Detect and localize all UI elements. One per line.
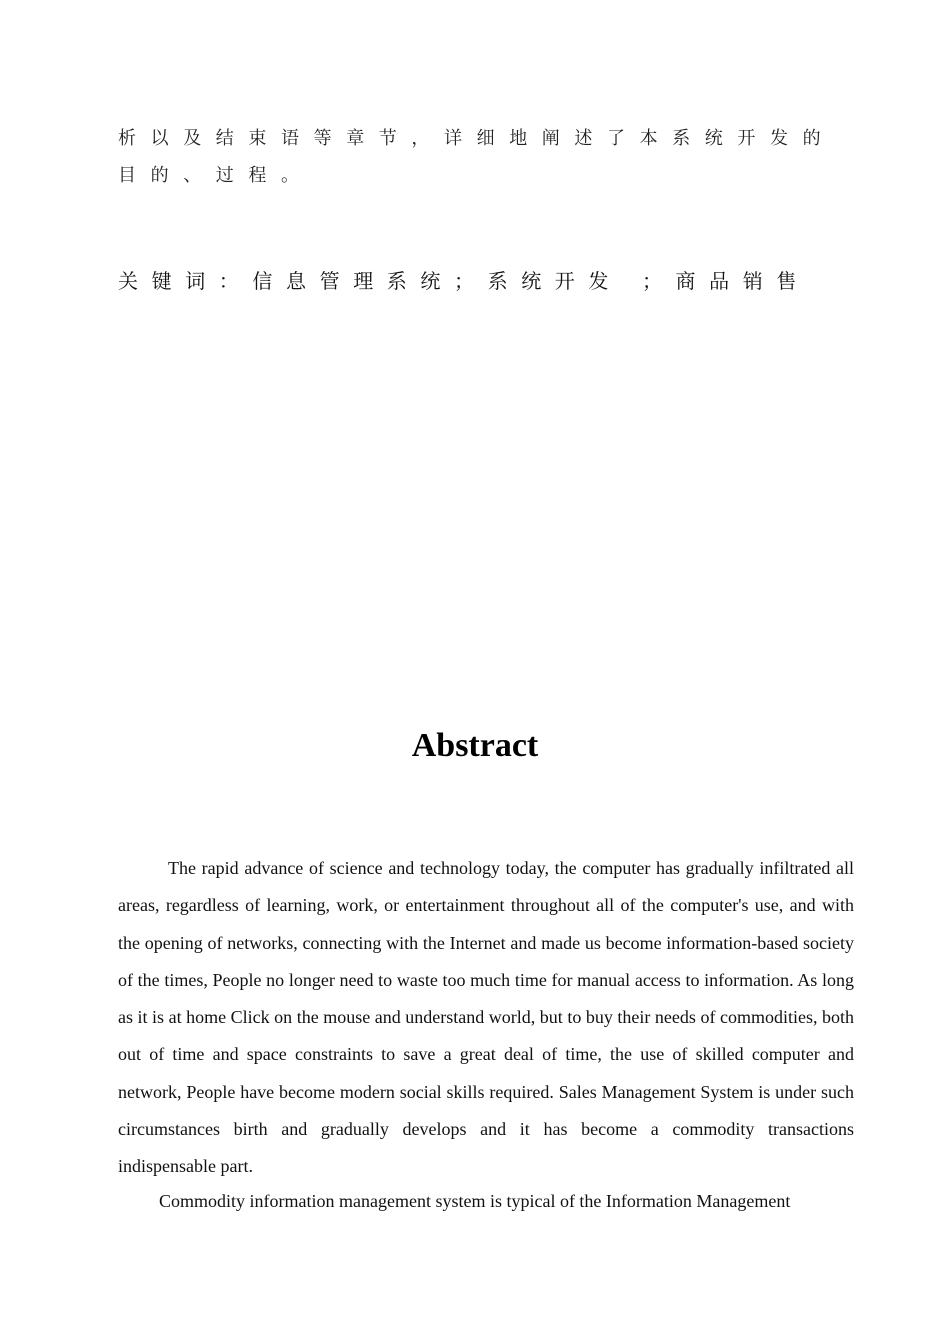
chinese-abstract-line-2: 目的、过程。 bbox=[118, 165, 314, 186]
keywords-line: 关键词：信息管理系统；系统开发 ；商品销售 bbox=[118, 269, 810, 293]
chinese-abstract-line-1: 析以及结束语等章节，详细地阐述了本系统开发的 bbox=[118, 128, 836, 149]
abstract-paragraph-2: Commodity information management system is typical of the Information Management bbox=[159, 1190, 791, 1211]
abstract-paragraph-1: The rapid advance of science and technology today, the computer has gradually infiltrated all areas, regardless of learning, work, or entertainment throughout all of the computer's use, and with the opening of networks, connecting with the Internet and made us become information-based society of the times, People no longer need to waste too much time for manual access to information. As long as it is at home Click on the mouse and understand world, but to buy their needs of commodities, both out of time and space constraints to save a great deal of time, the use of skilled computer and network, People have become modern social skills required. Sales Management System is under such circumstances birth and gradually develops and it has become a commodity transactions indispensable part. bbox=[118, 858, 854, 1177]
abstract-body bbox=[118, 850, 854, 1220]
abstract-heading: Abstract bbox=[411, 727, 539, 764]
